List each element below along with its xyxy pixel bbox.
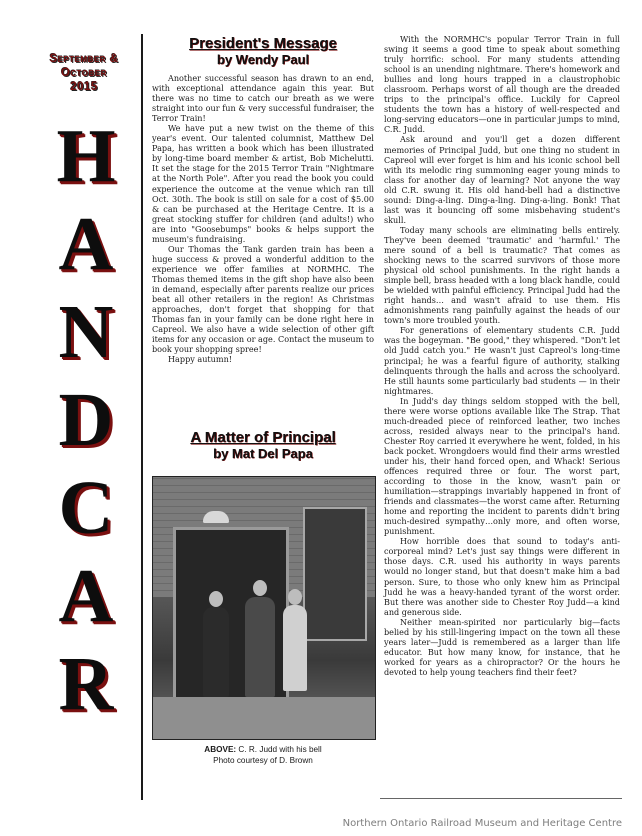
article-paragraph: Ask around and you'll get a dozen different memories of Principal Judd, but one thing no student in Capreol will ever forget is him and his iconic school bell with its melodic ring summoning eager young minds to class for another day of learning? Not anyone the way old C.R. swung it. His old hand-bell had a distinctive sound: Ding-a-ling. Ding-a-ling. Ding-a-ling. Bonk! That last was it bouncing off some misbehaving student's skull. — [384, 134, 620, 225]
issue-date — [34, 52, 134, 94]
footer-organization: Northern Ontario Railroad Museum and Heritage Centre — [342, 818, 622, 829]
masthead-letter: H — [56, 114, 116, 198]
judd-photo — [152, 476, 376, 740]
masthead-letter: D — [58, 378, 114, 462]
newsletter-masthead — [50, 112, 122, 728]
issue-year: 2015 — [70, 81, 98, 93]
masthead-letter: A — [58, 202, 114, 286]
caption-text: C. R. Judd with his bell — [238, 745, 322, 754]
article-paragraph: Today many schools are eliminating bells entirely. They've been deemed 'traumatic' and 'harmful.' The mere sound of a bell is traumatic? That comes as shocking news to the scarred survivors of those more physical old school punishments. In the right hands a simple bell, brass headed with a long black handle, could be wielded with painful efficiency. Principal Judd had the right hands… and wasn't afraid to use them. His admonishments rang painfully against the heads of our town's more troubled youth. — [384, 224, 620, 326]
president-byline: by Wendy Paul — [216, 52, 310, 67]
article-paragraph: For generations of elementary students C.R. Judd was the bogeyman. "Be good," they whispered. "Don't let old Judd catch you." He wasn't just Capreol's long-time principal; he was a fearful figure of authority, stalking delinquents through the halls and across the schoolyard. He still haunts some particularly bad students — in their nightmares. — [384, 325, 620, 396]
principal-byline: by Mat Del Papa — [213, 446, 313, 461]
column-divider — [141, 34, 143, 800]
president-title: President's Message — [189, 35, 337, 52]
photo-caption — [152, 744, 374, 766]
masthead-letter: C — [58, 466, 114, 550]
article-paragraph: We have put a new twist on the theme of this year's event. Our talented columnist, Matthew Del Papa, has written a book which has been illustrated by long-time board member & artist, Bob Michelutti. It set the stage for the 2015 Terror Train "Nightmare at the North Pole". After you read the book you could experience the outcome at the venue which ran till Oct. 30th. The book is still on sale for a cost of $5.00 & can be purchased at the Heritage Centre. It is a great stocking stuffer for children (and adults!) who are into "Goosebumps" books & helps support the museum's fundraising. — [152, 123, 374, 244]
principal-title: A Matter of Principal — [190, 429, 336, 446]
caption-credit: Photo courtesy of D. Brown — [213, 756, 313, 765]
masthead-letter: R — [58, 642, 114, 726]
article-paragraph: Neither mean-spirited nor particularly big—facts belied by his still-lingering impact on the town all these years later—Judd is remembered as a larger than life educator. But how many know, for instance, that he worked for years as a chiropractor? Or the hours he devoted to help young teachers find their feet? — [384, 616, 620, 677]
masthead-letter: N — [58, 290, 114, 374]
caption-label: ABOVE: — [204, 745, 237, 754]
article-paragraph: Happy autumn! — [168, 354, 233, 365]
article-paragraph: Another successful season has drawn to an end, with exceptional attendance again this year. But there was no time to catch our breath as we were straight into our fun & very successful fundraiser, the Terror Train! — [152, 73, 374, 124]
issue-month-2: October — [60, 67, 108, 79]
issue-month-1: September & — [49, 53, 119, 65]
masthead-letter: A — [58, 554, 114, 638]
principal-article — [384, 34, 620, 677]
article-paragraph: Our Thomas the Tank garden train has been a huge success & proved a wonderful addition to the experience we offer families at NORMHC. The Thomas themed items in the gift shop have also been in demand, especially after parents realize our prices beat all other retailers in the region! As Christmas approaches, don't forget that shopping for that Thomas fan in your family can be done right here in Capreol. We also have a wide selection of other gift items for any occasion or age. Contact the museum to book your shopping spree! — [152, 243, 374, 355]
president-article — [152, 73, 374, 364]
article-paragraph: With the NORMHC's popular Terror Train in full swing it seems a good time to speak about something truly horrific: school. For many students attending school is an unending nightmare. There's homework and bullies and long hours trapped in a claustrophobic classroom. Perhaps worst of all though are the dreaded trips to the principal's office. Luckily for Capreol students the town has a history of well-respected and long-serving educators—one in particular jumps to mind, C.R. Judd. — [384, 34, 620, 135]
article-paragraph: In Judd's day things seldom stopped with the bell, there were worse options available like The Strap. That much-dreaded piece of reinforced leather, two inches across, resided always near to the principal's hand. Chester Roy carried it everywhere he went, folded, in his back pocket. Wrongdoers would find their arms wrestled under his, their hand forced open, and Whack! Serious offences required three or four. The worst part, according to those in the know, wasn't pain or humiliation—strappings invariably happened in front of friends and classmates—the worst came after. Returning home and reporting the incident to parents didn't bring much-desired sympathy…only more, and often worse, punishment. — [384, 395, 620, 537]
footer-rule — [380, 798, 622, 799]
article-paragraph: How horrible does that sound to today's anti-corporeal mind? Let's just say things were different in those days. C.R. used his authority in ways parents would no longer stand, but that doesn't make him a bad person. Sure, to those who only knew him as Principal Judd he was a heavy-handed tyrant of the worst order. But there was another side to Chester Roy Judd—a kind and generous side. — [384, 536, 620, 617]
